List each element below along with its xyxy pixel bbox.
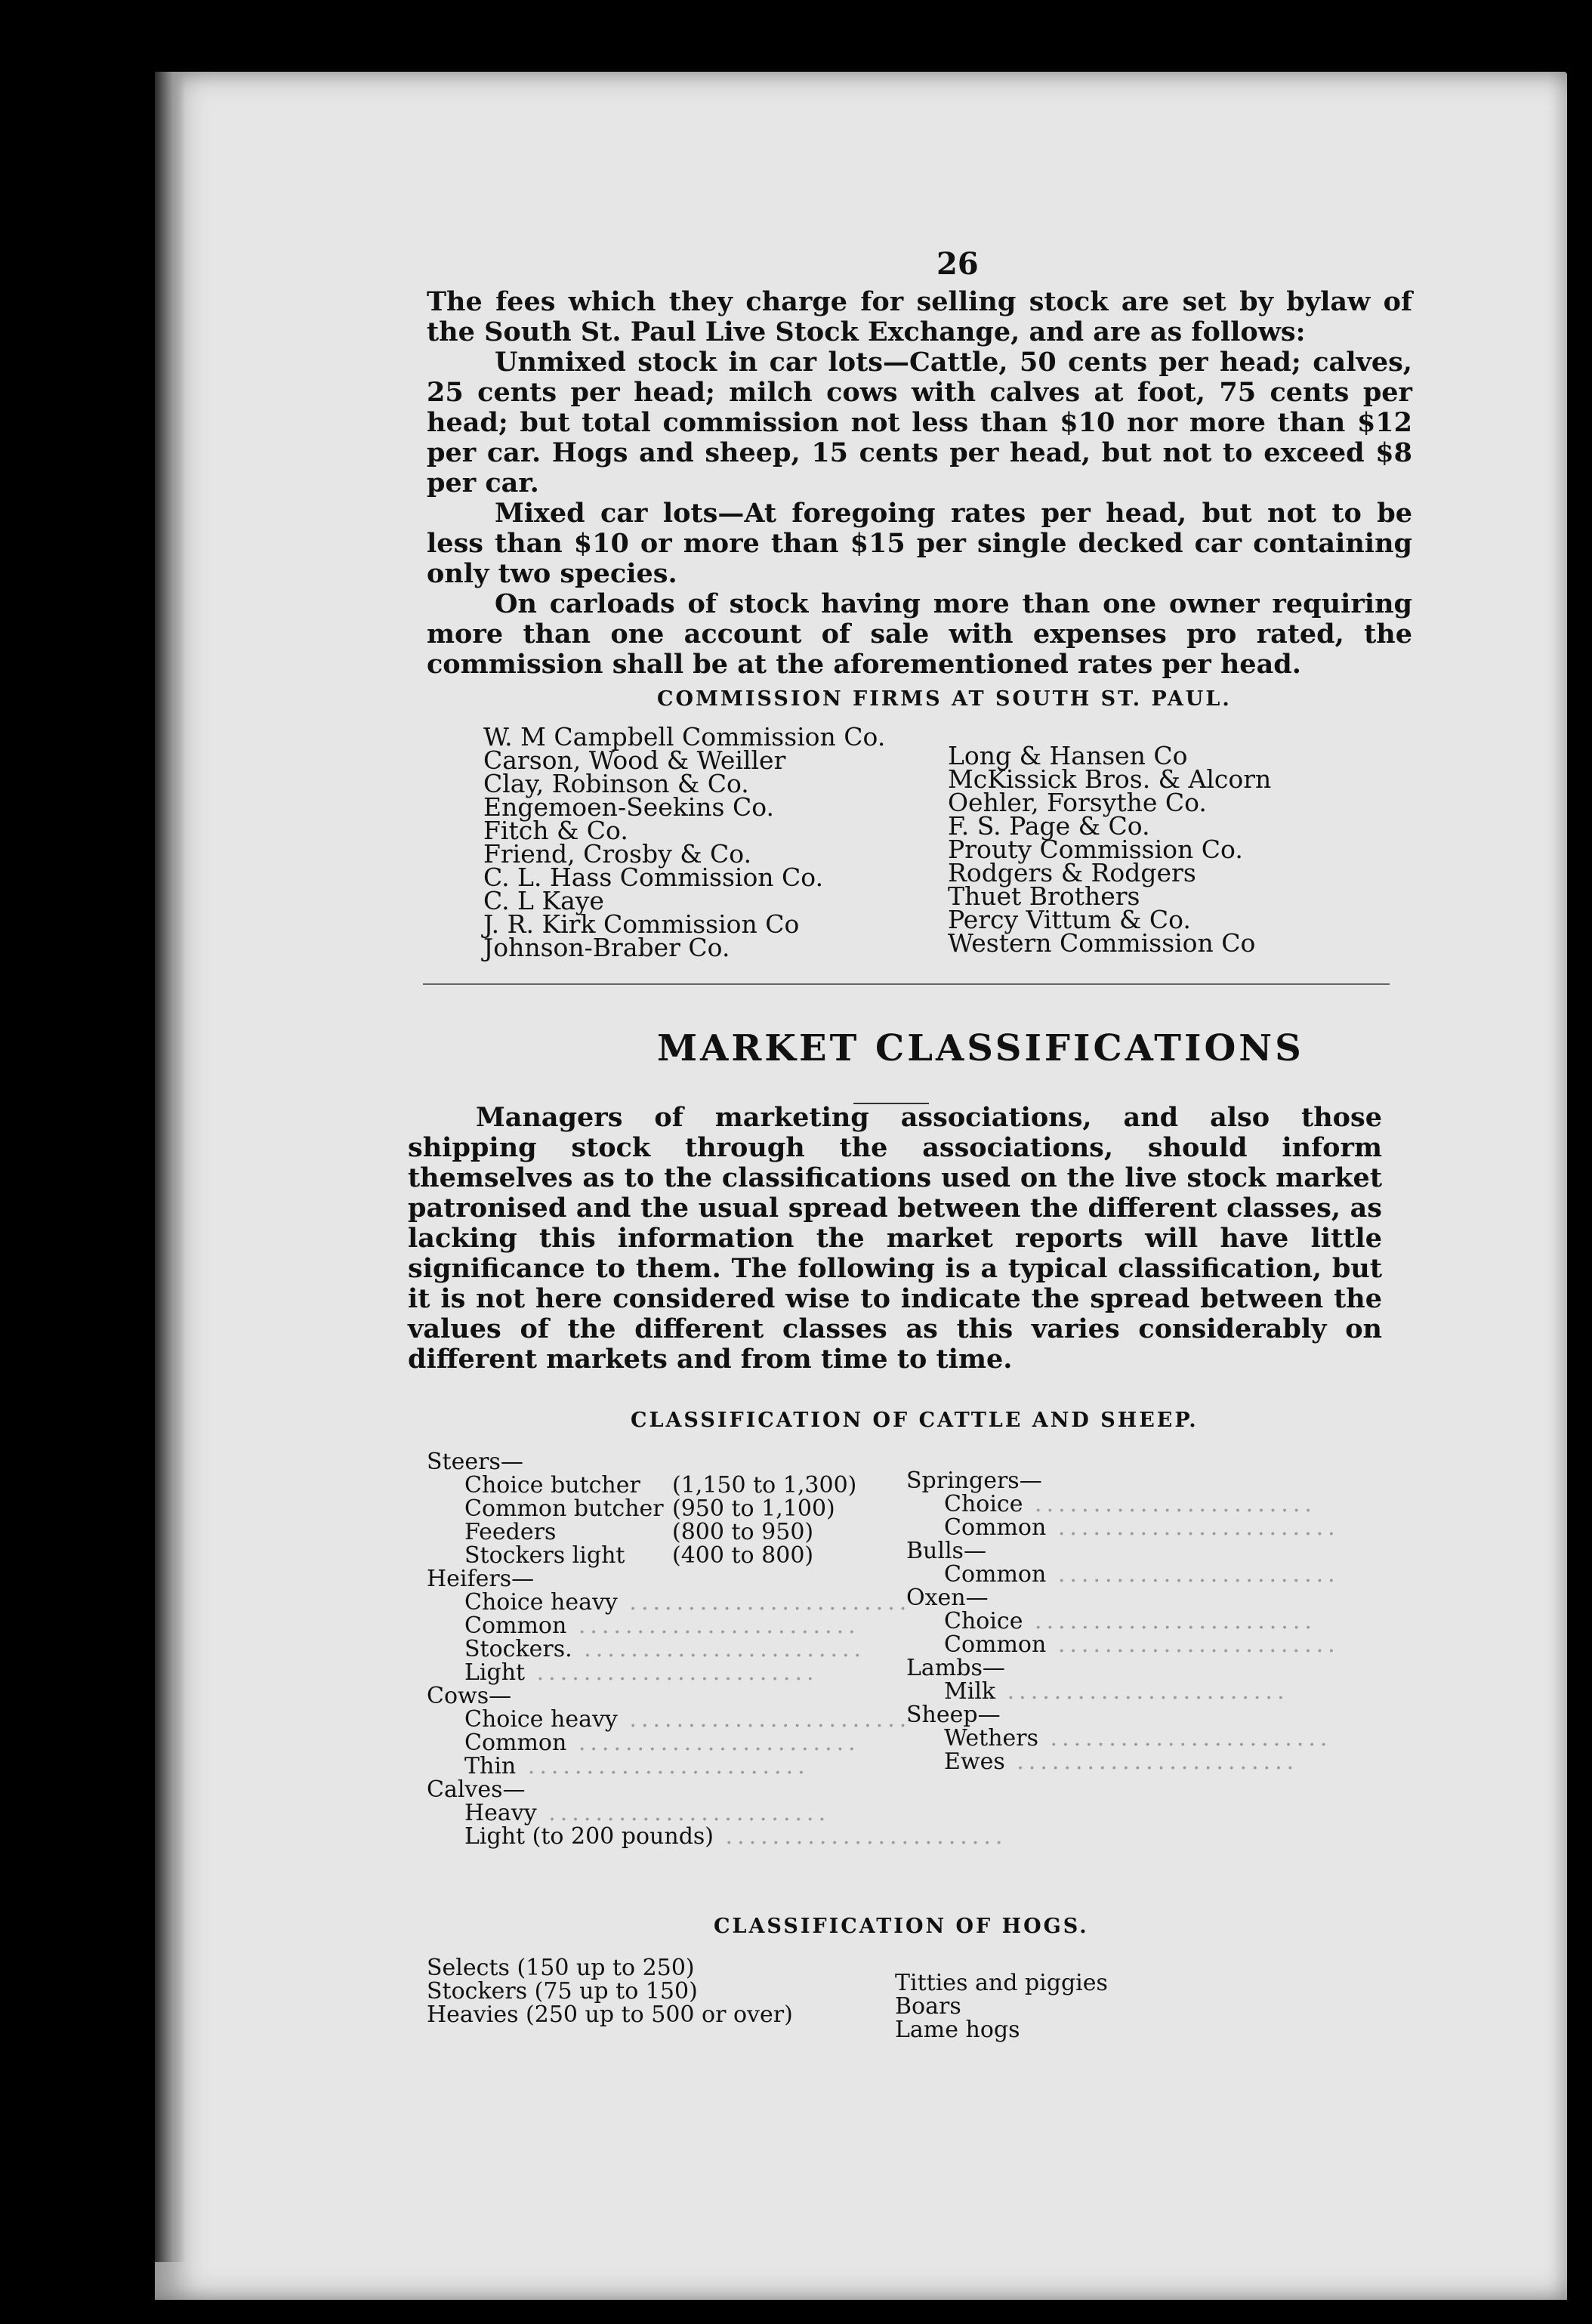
firm-name: F. S. Page & Co.: [948, 811, 1150, 841]
hog-class: Boars: [895, 1993, 961, 2020]
intro-paragraph-1: The fees which they charge for selling stock are set by bylaw of the South St. Paul Live Stock Exchange, and are as follows:: [427, 286, 1412, 347]
firms-right-column: [948, 741, 1272, 958]
dot-leader: ........................: [572, 1636, 866, 1662]
class-label: Wethers: [944, 1725, 1039, 1751]
class-label: Common: [944, 1514, 1047, 1541]
hog-class: Stockers (75 up to 150): [427, 1978, 698, 2005]
class-label: Stockers.: [464, 1636, 572, 1662]
firm-name: C. L Kaye: [483, 886, 604, 915]
class-label: Springers—: [906, 1468, 1042, 1494]
class-label: Common butcher: [464, 1495, 664, 1522]
firm-name: J. R. Kirk Commission Co: [483, 909, 800, 939]
class-label: Lambs—: [906, 1655, 1005, 1681]
dot-leader: ........................: [525, 1659, 819, 1686]
firm-name: C. L. Hass Commission Co.: [483, 863, 824, 892]
page-number: 26: [936, 246, 979, 282]
class-item: [906, 1516, 1340, 1539]
firm-name: Carson, Wood & Weiller: [483, 745, 786, 775]
dot-leader: ........................: [1023, 1608, 1316, 1634]
firm-name: Prouty Commission Co.: [948, 835, 1243, 864]
dot-leader: ........................: [566, 1730, 860, 1756]
dot-leader: ........................: [1004, 1748, 1299, 1775]
dot-leader: ........................: [516, 1753, 810, 1779]
firm-name: Percy Vittum & Co.: [948, 905, 1191, 934]
class-label: Common: [944, 1631, 1047, 1658]
class-label: Bulls—: [906, 1538, 986, 1564]
dot-leader: ........................: [1046, 1561, 1340, 1588]
page-edge-shadow: [155, 72, 185, 2262]
class-item: [906, 1563, 1340, 1586]
class-label: Light (to 200 pounds): [464, 1823, 714, 1850]
cattle-right-column: [906, 1469, 1340, 1773]
firm-name: Fitch & Co.: [483, 816, 628, 845]
class-group-heading: [906, 1656, 1340, 1680]
firm-name: Western Commission Co: [948, 928, 1256, 958]
dot-leader: ........................: [714, 1823, 1007, 1850]
intro-paragraph-2: Unmixed stock in car lots—Cattle, 50 cents per head; calves, 25 cents per head; milch cows with calves at foot, 75 cents per head; but total commission not less than $10 nor more than $12 per car. Hogs and sheep, 15 cents per head, but not to exceed $8 per car.: [427, 347, 1412, 498]
firm-name: Johnson-Braber Co.: [483, 933, 730, 962]
class-label: Common: [464, 1613, 567, 1639]
class-label: Choice heavy: [464, 1706, 618, 1733]
class-group-heading: [427, 1778, 1007, 1801]
hog-class: Lame hogs: [895, 2017, 1020, 2043]
class-label: Milk: [944, 1678, 996, 1705]
class-item: [906, 1492, 1340, 1516]
class-item: [427, 1801, 1007, 1825]
class-label: Choice heavy: [464, 1589, 618, 1616]
hog-class: Heavies (250 up to 500 or over): [427, 2001, 793, 2028]
weight-range: (800 to 950): [672, 1519, 814, 1545]
section-title: MARKET CLASSIFICATIONS: [657, 1027, 1304, 1069]
intro-text: [427, 287, 1412, 680]
class-group-heading: [906, 1469, 1340, 1492]
hogs-heading: CLASSIFICATION OF HOGS.: [714, 1915, 1089, 1938]
class-item: [906, 1633, 1340, 1656]
class-item: [906, 1680, 1340, 1703]
class-label: Choice butcher: [464, 1472, 640, 1498]
weight-range: (1,150 to 1,300): [672, 1472, 857, 1498]
firm-name: Friend, Crosby & Co.: [483, 839, 752, 869]
class-label: Common: [464, 1730, 567, 1756]
firm-name: Engemoen-Seekins Co.: [483, 792, 775, 822]
class-label: Sheep—: [906, 1702, 1001, 1728]
weight-range: (950 to 1,100): [672, 1495, 835, 1522]
firms-left-column: [483, 722, 886, 962]
class-label: Oxen—: [906, 1585, 989, 1611]
firms-heading: COMMISSION FIRMS AT SOUTH ST. PAUL.: [657, 687, 1232, 711]
intro-paragraph-3: Mixed car lots—At foregoing rates per head, but not to be less than $10 or more than $15 per single decked car containing only two species.: [427, 498, 1412, 589]
class-label: Common: [944, 1561, 1047, 1588]
firm-name: McKissick Bros. & Alcorn: [948, 764, 1272, 794]
class-label: Thin: [464, 1753, 517, 1779]
firm-name: Oehler, Forsythe Co.: [948, 788, 1207, 817]
hogs-right-column: [895, 1971, 1108, 2042]
hog-class: Titties and piggies: [895, 1970, 1108, 1996]
class-label: Heavy: [464, 1800, 537, 1826]
section-paragraph: Managers of marketing associations, and also those shipping stock through the associations, should inform themselves as to the classifications used on the live stock market patronised and the usual spread between the different classes, as lacking this information the market reports will have little significance to them. The following is a typical classification, but it is not here considered wise to indicate the spread between the values of the different classes as this varies considerably on different markets and from time to time.: [408, 1102, 1382, 1375]
hogs-left-column: [427, 1956, 793, 2026]
class-item: [427, 1825, 1007, 1848]
class-item: [906, 1610, 1340, 1633]
firm-name: W. M Campbell Commission Co.: [483, 722, 886, 752]
firm-name: Rodgers & Rodgers: [948, 858, 1196, 887]
class-label: Ewes: [944, 1748, 1005, 1775]
class-group-heading: [906, 1539, 1340, 1563]
dot-leader: ........................: [617, 1706, 912, 1733]
class-label: Light: [464, 1659, 526, 1686]
class-label: Feeders: [464, 1519, 557, 1545]
class-group-heading: [906, 1703, 1340, 1727]
class-group-heading: [906, 1586, 1340, 1610]
dot-leader: ........................: [566, 1613, 860, 1639]
firm-name: Clay, Robinson & Co.: [483, 769, 749, 798]
dot-leader: ........................: [617, 1589, 912, 1616]
class-label: Stockers light: [464, 1542, 625, 1569]
section-paragraph-block: [408, 1103, 1382, 1375]
section-divider: [423, 983, 1390, 985]
firm-name: Long & Hansen Co: [948, 741, 1188, 770]
dot-leader: ........................: [995, 1678, 1289, 1705]
class-label: Calves—: [427, 1776, 526, 1803]
dot-leader: ........................: [536, 1800, 831, 1826]
class-label: Steers—: [427, 1449, 523, 1475]
dot-leader: ........................: [1046, 1514, 1340, 1541]
class-item: [906, 1750, 1340, 1773]
dot-leader: ........................: [1046, 1631, 1340, 1658]
hog-class: Selects (150 up to 250): [427, 1955, 695, 1981]
dot-leader: ........................: [1023, 1491, 1316, 1517]
class-label: Choice: [944, 1608, 1023, 1634]
cattle-heading: CLASSIFICATION OF CATTLE AND SHEEP.: [631, 1409, 1199, 1432]
class-label: Cows—: [427, 1683, 512, 1709]
class-label: Choice: [944, 1491, 1023, 1517]
firm-name: Thuet Brothers: [948, 881, 1140, 911]
intro-paragraph-4: On carloads of stock having more than one owner requiring more than one account of sale with expenses pro rated, the commission shall be at the aforementioned rates per head.: [427, 588, 1412, 680]
weight-range: (400 to 800): [672, 1542, 814, 1569]
class-item: [906, 1727, 1340, 1750]
dot-leader: ........................: [1038, 1725, 1332, 1751]
class-label: Heifers—: [427, 1566, 535, 1592]
